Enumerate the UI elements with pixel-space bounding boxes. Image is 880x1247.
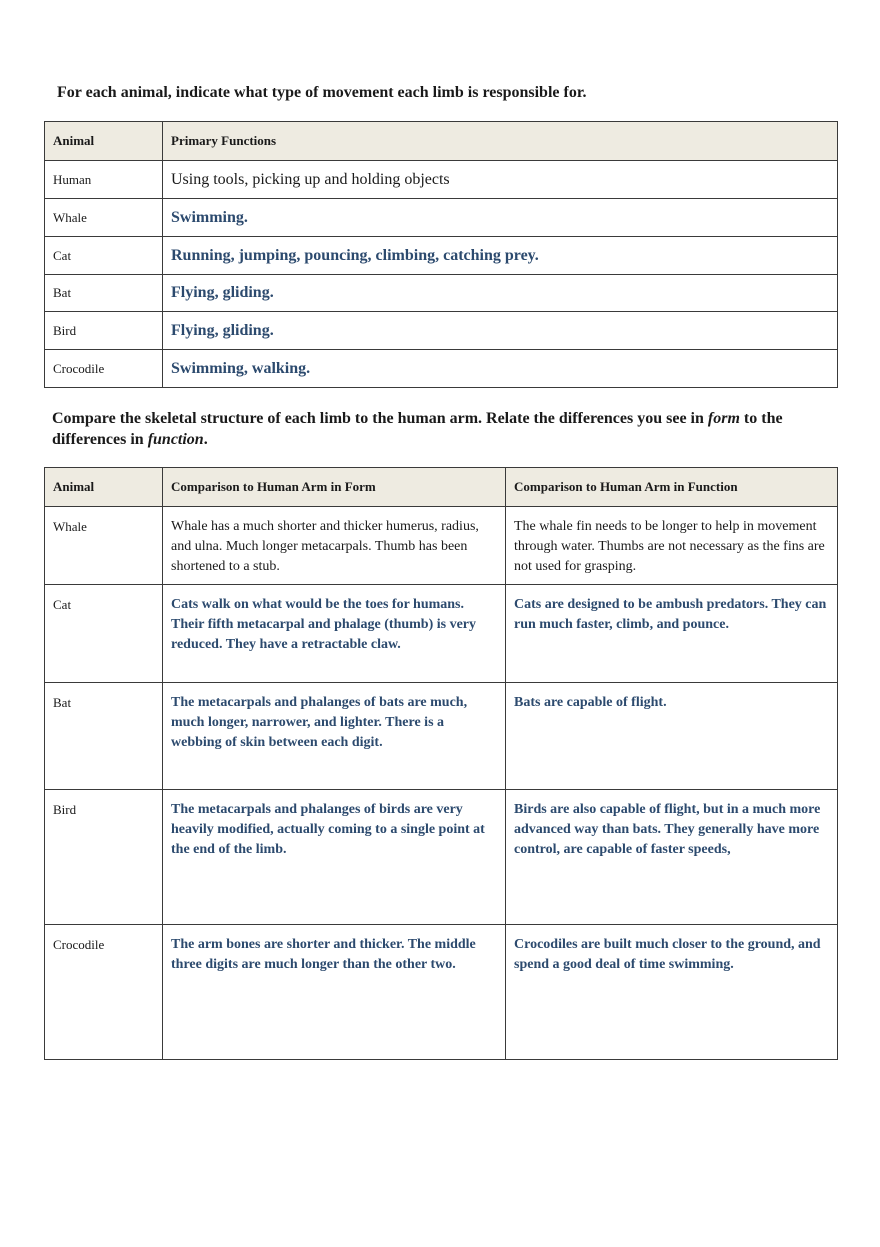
header-animal: Animal bbox=[45, 122, 163, 161]
instruction-compare: Compare the skeletal structure of each limb to the human arm. Relate the differences you see in form to the differences in function. bbox=[52, 410, 783, 448]
primary-function-cell: Swimming. bbox=[163, 199, 838, 237]
function-comparison-cell: Bats are capable of flight. bbox=[506, 683, 838, 790]
table-row bbox=[45, 275, 838, 312]
animal-cell: Crocodile bbox=[45, 925, 163, 1060]
form-comparison-cell: The arm bones are shorter and thicker. The middle three digits are much longer than the other two. bbox=[163, 925, 506, 1060]
emphasis-function: function bbox=[147, 431, 204, 448]
header-function: Comparison to Human Arm in Function bbox=[506, 468, 838, 507]
form-comparison-cell: Whale has a much shorter and thicker humerus, radius, and ulna. Much longer metacarpals. Thumb has been shortened to a stub. bbox=[163, 507, 506, 585]
table-row bbox=[45, 925, 838, 1060]
comparison-table bbox=[44, 467, 838, 1060]
header-primary-functions: Primary Functions bbox=[163, 122, 838, 161]
table-row bbox=[45, 199, 838, 237]
form-comparison-cell: The metacarpals and phalanges of bats are much, much longer, narrower, and lighter. There is a webbing of skin between each digit. bbox=[163, 683, 506, 790]
animal-cell: Human bbox=[45, 161, 163, 199]
animal-cell: Whale bbox=[45, 507, 163, 585]
table-header-row bbox=[45, 122, 838, 161]
header-animal: Animal bbox=[45, 468, 163, 507]
function-comparison-cell: Cats are designed to be ambush predators. They can run much faster, climb, and pounce. bbox=[506, 585, 838, 683]
table-row bbox=[45, 237, 838, 275]
table-header-row bbox=[45, 468, 838, 507]
primary-function-cell: Swimming, walking. bbox=[163, 350, 838, 388]
function-comparison-cell: The whale fin needs to be longer to help in movement through water. Thumbs are not necessary as the fins are not used for grasping. bbox=[506, 507, 838, 585]
emphasis-form: form bbox=[707, 410, 740, 427]
table-row bbox=[45, 161, 838, 199]
instruction-movement: For each animal, indicate what type of movement each limb is responsible for. bbox=[57, 84, 587, 101]
animal-cell: Bird bbox=[45, 790, 163, 925]
primary-function-cell: Flying, gliding. bbox=[163, 312, 838, 350]
primary-functions-table bbox=[44, 121, 838, 388]
table-row bbox=[45, 585, 838, 683]
animal-cell: Bat bbox=[45, 275, 163, 312]
function-comparison-cell: Birds are also capable of flight, but in a much more advanced way than bats. They generally have more control, are capable of faster speeds, bbox=[506, 790, 838, 925]
function-comparison-cell: Crocodiles are built much closer to the ground, and spend a good deal of time swimming. bbox=[506, 925, 838, 1060]
form-comparison-cell: The metacarpals and phalanges of birds are very heavily modified, actually coming to a single point at the end of the limb. bbox=[163, 790, 506, 925]
form-comparison-cell: Cats walk on what would be the toes for humans. Their fifth metacarpal and phalage (thumb) is very reduced. They have a retractable claw. bbox=[163, 585, 506, 683]
animal-cell: Bird bbox=[45, 312, 163, 350]
animal-cell: Cat bbox=[45, 585, 163, 683]
table-row bbox=[45, 312, 838, 350]
table-row bbox=[45, 350, 838, 388]
animal-cell: Whale bbox=[45, 199, 163, 237]
animal-cell: Crocodile bbox=[45, 350, 163, 388]
table-row bbox=[45, 683, 838, 790]
animal-cell: Cat bbox=[45, 237, 163, 275]
primary-function-cell: Flying, gliding. bbox=[163, 275, 838, 312]
header-form: Comparison to Human Arm in Form bbox=[163, 468, 506, 507]
table-row bbox=[45, 790, 838, 925]
table-row bbox=[45, 507, 838, 585]
primary-function-cell: Running, jumping, pouncing, climbing, catching prey. bbox=[163, 237, 838, 275]
animal-cell: Bat bbox=[45, 683, 163, 790]
primary-function-cell: Using tools, picking up and holding objects bbox=[163, 161, 838, 199]
